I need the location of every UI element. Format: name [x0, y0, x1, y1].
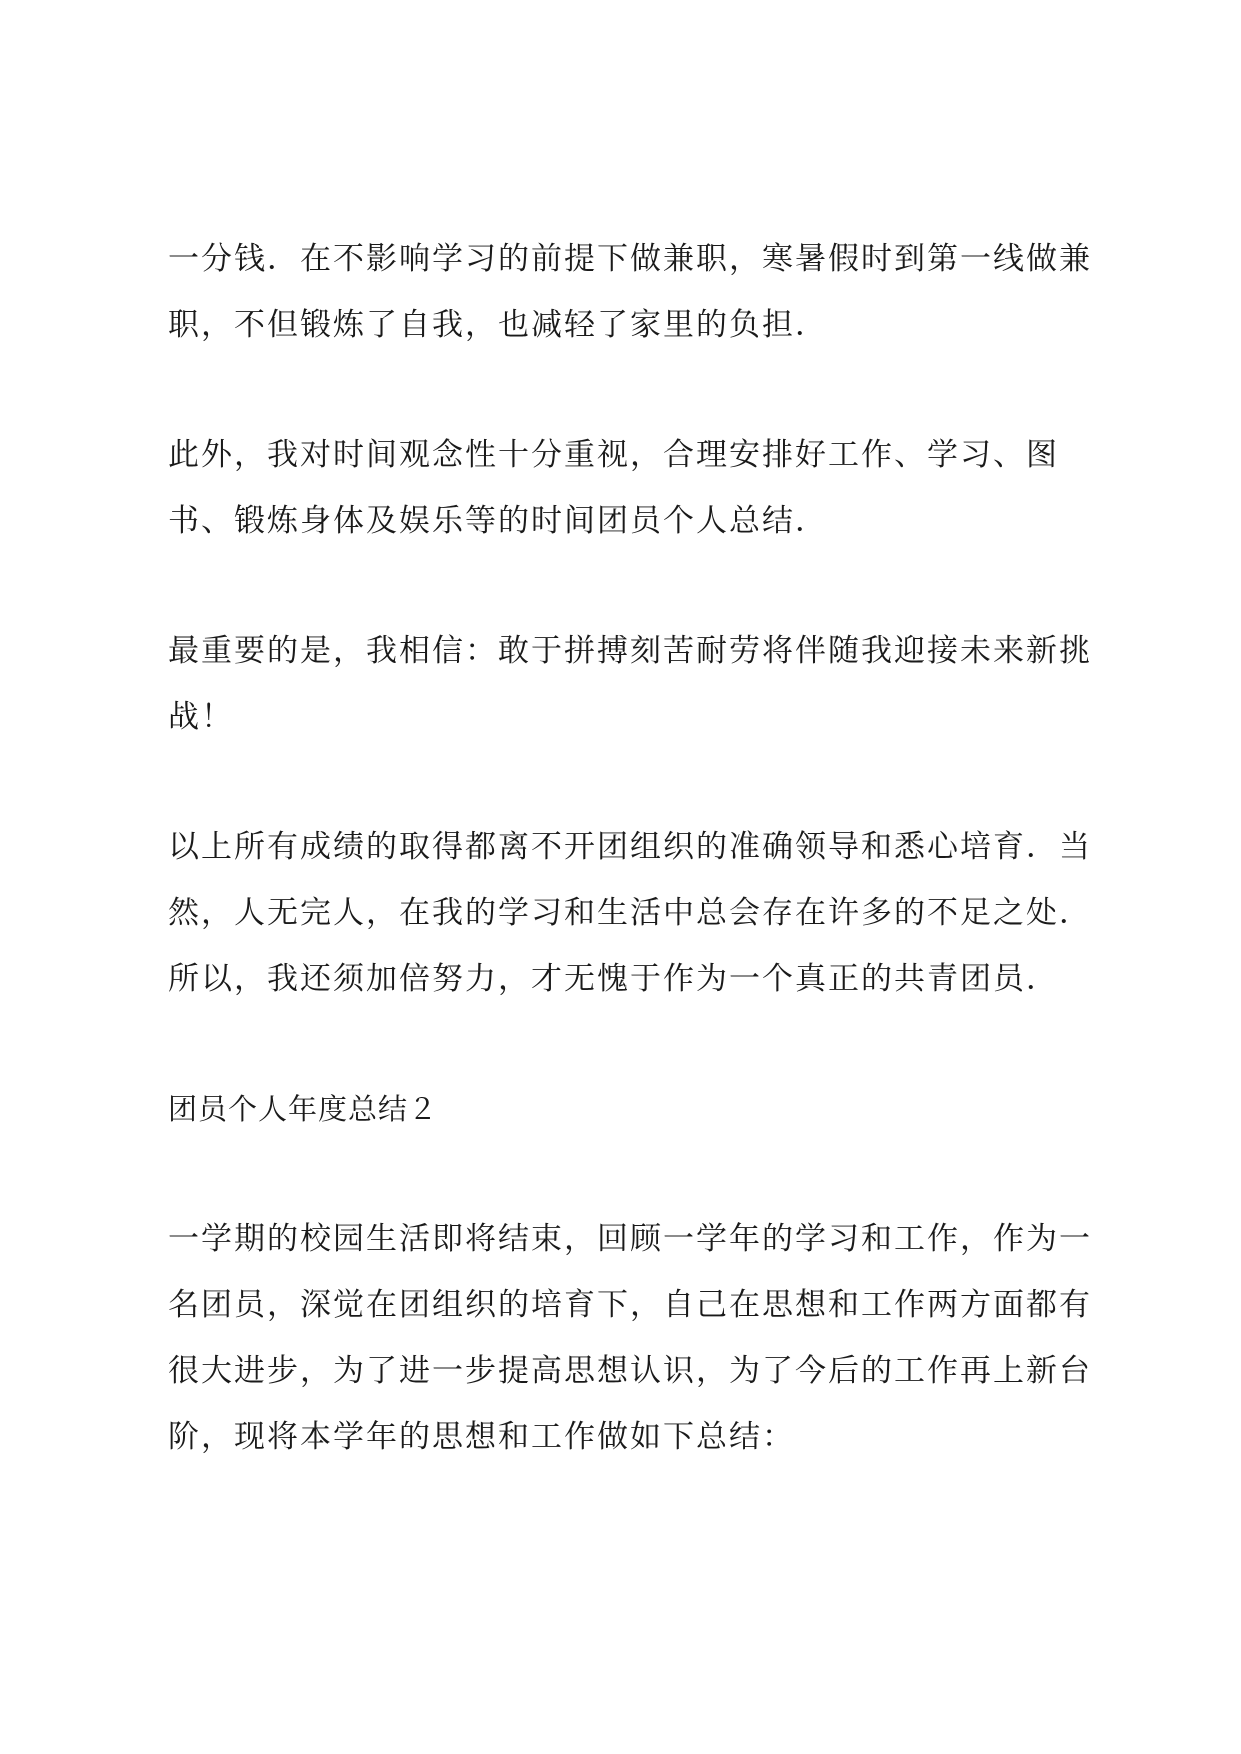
text-line: 战！	[168, 699, 234, 735]
text-line: 很大进步，为了进一步提高思想认识，为了今后的工作再上新台	[168, 1353, 1092, 1389]
text-line: 书、锻炼身体及娱乐等的时间团员个人总结．	[168, 503, 828, 539]
paragraph-achievements	[168, 814, 1092, 1012]
text-line: 一分钱．在不影响学习的前提下做兼职，寒暑假时到第一线做兼	[168, 241, 1092, 277]
text-line: 最重要的是，我相信：敢于拼搏刻苦耐劳将伴随我迎接未来新挑	[168, 633, 1092, 669]
paragraph-gap	[168, 750, 1088, 814]
paragraph-gap	[168, 1012, 1088, 1076]
paragraph-belief	[168, 618, 1092, 750]
text-line: 以上所有成绩的取得都离不开团组织的准确领导和悉心培育．当	[168, 829, 1092, 865]
text-line: 阶，现将本学年的思想和工作做如下总结：	[168, 1419, 795, 1455]
paragraph-gap	[168, 1142, 1088, 1206]
text-line: 职，不但锻炼了自我，也减轻了家里的负担．	[168, 307, 828, 343]
text-line: 然，人无完人，在我的学习和生活中总会存在许多的不足之处．	[168, 895, 1092, 931]
text-line: 此外，我对时间观念性十分重视，合理安排好工作、学习、图	[168, 437, 1059, 473]
paragraph-introduction	[168, 1206, 1092, 1470]
paragraph-gap	[168, 358, 1088, 422]
section-heading	[168, 1076, 1088, 1142]
text-line: 所以，我还须加倍努力，才无愧于作为一个真正的共青团员．	[168, 961, 1059, 997]
heading-text: 团员个人年度总结２	[168, 1092, 439, 1126]
paragraph-time-management	[168, 422, 1088, 554]
document-body	[168, 226, 1092, 1470]
text-line: 名团员，深觉在团组织的培育下，自己在思想和工作两方面都有	[168, 1287, 1092, 1323]
text-line: 一学期的校园生活即将结束，回顾一学年的学习和工作，作为一	[168, 1221, 1092, 1257]
paragraph-part-time-work	[168, 226, 1092, 358]
paragraph-gap	[168, 554, 1088, 618]
